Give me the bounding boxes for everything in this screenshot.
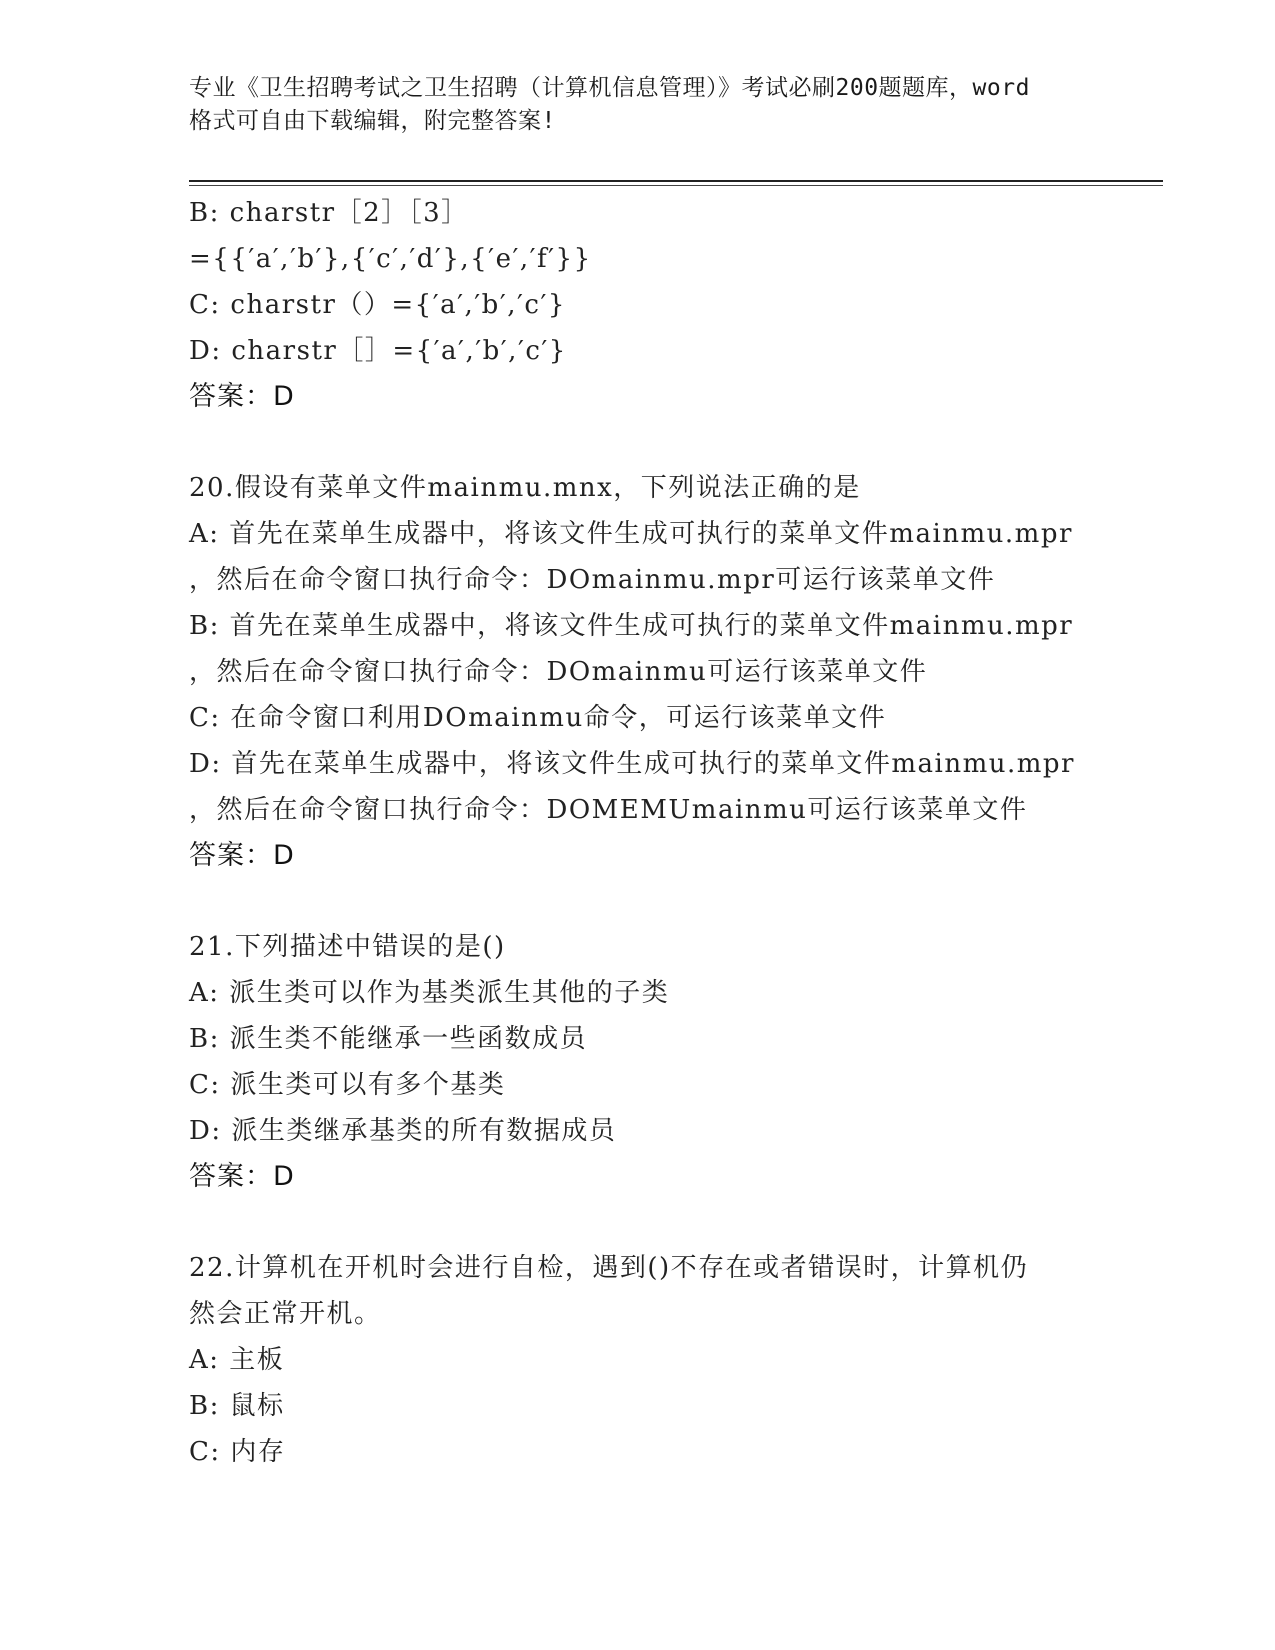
header-divider	[189, 180, 1163, 182]
option-c: C: 在命令窗口利用DOmainmu命令，可运行该菜单文件	[189, 703, 887, 733]
answer: 答案：D	[189, 840, 295, 871]
option-b-continued: ，然后在命令窗口执行命令：DOmainmu可运行该菜单文件	[189, 657, 928, 687]
option-c: C: 派生类可以有多个基类	[189, 1070, 506, 1100]
option-d-continued: ，然后在命令窗口执行命令：DOMEMUmainmu可运行该菜单文件	[189, 795, 1028, 825]
option-a-continued: ，然后在命令窗口执行命令：DOmainmu.mpr可运行该菜单文件	[189, 565, 996, 595]
option-a: A: 首先在菜单生成器中，将该文件生成可执行的菜单文件mainmu.mpr	[189, 519, 1073, 549]
option-d: D: charstr［］={′a′,′b′,′c′}	[189, 336, 567, 366]
question-21	[189, 924, 1089, 1200]
option-c: C: charstr（）={′a′,′b′,′c′}	[189, 290, 566, 320]
question-stem-continued: 然会正常开机。	[189, 1299, 382, 1329]
header-title-line-1: 专业《卫生招聘考试之卫生招聘（计算机信息管理）》考试必刷200题题库，word	[189, 75, 1030, 101]
question-stem: 20.假设有菜单文件mainmu.mnx，下列说法正确的是	[189, 473, 861, 503]
question-20	[189, 465, 1089, 879]
option-b: B: 鼠标	[189, 1391, 285, 1421]
header-divider-thin	[189, 185, 1163, 186]
question-22	[189, 1245, 1089, 1475]
option-b: B: 派生类不能继承一些函数成员	[189, 1024, 588, 1054]
question-19	[189, 190, 1089, 420]
option-b: B: 首先在菜单生成器中，将该文件生成可执行的菜单文件mainmu.mpr	[189, 611, 1074, 641]
option-b-continued: ={{′a′,′b′},{′c′,′d′},{′e′,′f′}}	[189, 244, 592, 274]
spacer	[189, 420, 1089, 465]
option-d: D: 派生类继承基类的所有数据成员	[189, 1116, 617, 1146]
question-stem: 21.下列描述中错误的是()	[189, 932, 506, 962]
spacer	[189, 879, 1089, 924]
option-a: A: 主板	[189, 1345, 285, 1375]
document-header	[189, 72, 1089, 138]
option-b: B: charstr［2］［3］	[189, 198, 469, 228]
option-c: C: 内存	[189, 1437, 286, 1467]
header-title-line-2: 格式可自由下载编辑，附完整答案!	[189, 108, 556, 134]
spacer	[189, 1200, 1089, 1245]
answer: 答案：D	[189, 381, 295, 412]
question-stem: 22.计算机在开机时会进行自检，遇到()不存在或者错误时，计算机仍	[189, 1253, 1029, 1283]
option-d: D: 首先在菜单生成器中，将该文件生成可执行的菜单文件mainmu.mpr	[189, 749, 1075, 779]
answer: 答案：D	[189, 1161, 295, 1192]
option-a: A: 派生类可以作为基类派生其他的子类	[189, 978, 670, 1008]
question-list	[189, 190, 1089, 1475]
